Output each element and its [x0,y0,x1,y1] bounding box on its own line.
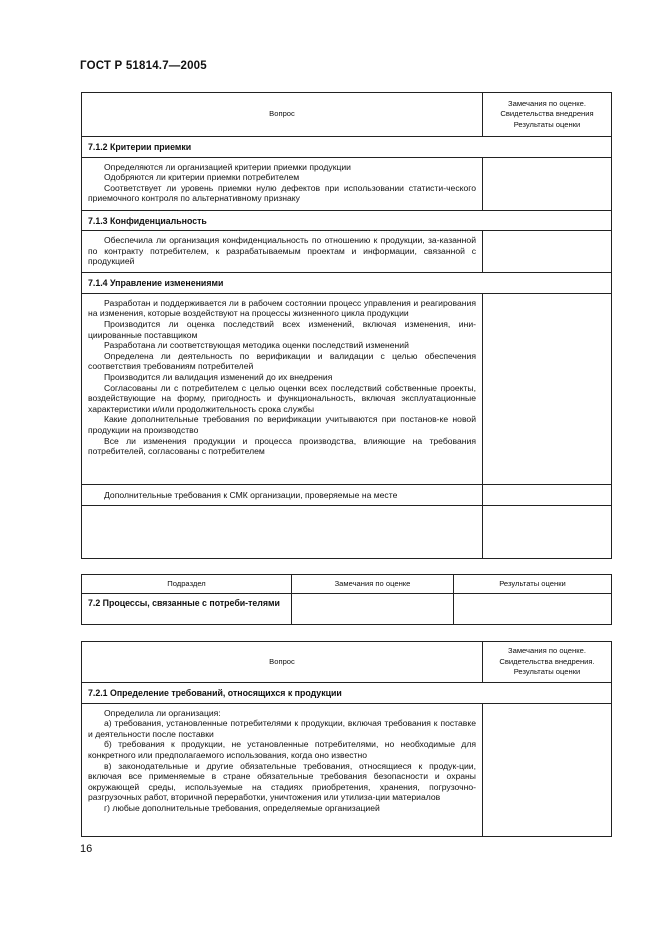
section-7-1-4-questions [82,293,483,484]
remarks-cell[interactable] [292,594,454,625]
remarks-cell[interactable] [483,231,612,273]
page-number: 16 [80,843,93,855]
section-7-1-3-title: 7.1.3 Конфиденциальность [82,210,612,231]
question-line: Разработана ли соответствующая методика оценки последствий изменений [104,340,409,351]
question-line: б) требования к продукции, не установленные потребителями, но необходимые для конкретного или предполагаемого использования, когда оно известно [88,739,476,760]
section-7-1-4-title: 7.1.4 Управление изменениями [82,273,612,294]
question-line: Одобряются ли критерии приемки потребителем [104,172,300,183]
remarks-cell[interactable] [483,157,612,210]
section-7-1-2-title: 7.1.2 Критерии приемки [82,137,612,158]
question-line: г) любые дополнительные требования, определяемые организацией [104,802,380,813]
subsection-row [82,594,612,625]
question-line: Какие дополнительные требования по верификации учитываются при постанов-ке новой продукции на производство [88,414,476,435]
section-body-row [82,293,612,484]
section-body-row [82,703,612,836]
additional-requirements-text: Дополнительные требования к СМК организации, проверяемые на месте [104,489,398,500]
question-line: Производится ли валидация изменений до их внедрения [104,371,333,382]
header-question: Вопрос [82,642,483,683]
assessment-table-7-1 [81,92,612,559]
remarks-cell[interactable] [483,293,612,484]
additional-requirements-label [82,484,483,506]
section-body-row [82,231,612,273]
additional-requirements-row [82,484,612,506]
document-id: ГОСТ Р 51814.7—2005 [80,60,207,72]
question-line: Определила ли организация: [104,707,221,718]
header-subsection: Подраздел [82,575,292,594]
header-remarks: Замечания по оценке. Свидетельства внедрения. Результаты оценки [483,642,612,683]
question-line: Согласованы ли с потребителем с целью оценки всех последствий собственные проекты, воздействующие на форму, пригодность и функциональность, включая эксплуатационные характеристики и/или продолжительность срока службы [88,382,476,414]
subsection-7-2-title: 7.2 Процессы, связанные с потреби-телями [82,594,292,625]
subsection-table [81,574,612,625]
remarks-cell[interactable] [483,703,612,836]
blank-row [82,506,612,559]
table-header-row [82,93,612,137]
header-question: Вопрос [82,93,483,137]
remarks-cell[interactable] [483,484,612,506]
subsection-header-row [82,575,612,594]
section-title-row [82,210,612,231]
question-line: а) требования, установленные потребителями к продукции, включая требования к поставке и деятельности после поставки [88,718,476,739]
section-body-row [82,157,612,210]
question-line: Обеспечила ли организация конфиденциальность по отношению к продукции, за-казанной по контракту потребителем, к разрабатываемым проектам и информации, связанной с продукцией [88,235,476,267]
header-remarks: Замечания по оценке. Свидетельства внедрения Результаты оценки [483,93,612,137]
question-line: Определена ли деятельность по верификации и валидации с целью обеспечения соответствия требованиям потребителей [88,350,476,372]
question-line: Соответствует ли уровень приемки нулю дефектов при использовании статисти-ческого приемочного контроля по альтернативному признаку [88,182,476,204]
question-line: Все ли изменения продукции и процесса производства, влияющие на требования потребителей, согласованы с потребителем [88,435,476,457]
header-remarks: Замечания по оценке [292,575,454,594]
section-7-1-2-questions [82,157,483,210]
section-title-row [82,683,612,704]
table-header-row [82,642,612,683]
section-7-2-1-title: 7.2.1 Определение требований, относящихся к продукции [82,683,612,704]
question-line: Определяются ли организацией критерии приемки продукции [104,161,351,172]
question-line: Производится ли оценка последствий всех изменений, включая изменения, ини-циированные поставщиком [88,318,476,340]
question-line: в) законодательные и другие обязательные требования, относящиеся к продук-ции, включая все применяемые в стране обязательные требования безопасности и охраны окружающей среды, используемые на стадиях приобретения, хранения, погрузочно-разгрузочных работ, вторичной переработки, уничтожения или утилиза-ции материалов [88,760,476,803]
section-7-1-3-questions [82,231,483,273]
results-cell[interactable] [454,594,612,625]
section-title-row [82,137,612,158]
question-line: Разработан и поддерживается ли в рабочем состоянии процесс управления и реагирования на изменения, которые воздействуют на процессы жизненного цикла продукции [88,297,476,319]
section-title-row [82,273,612,294]
assessment-table-7-2 [81,641,612,837]
remarks-cell[interactable] [483,506,612,559]
section-7-2-1-questions [82,703,483,836]
blank-answer-cell[interactable] [82,506,483,559]
header-results: Результаты оценки [454,575,612,594]
